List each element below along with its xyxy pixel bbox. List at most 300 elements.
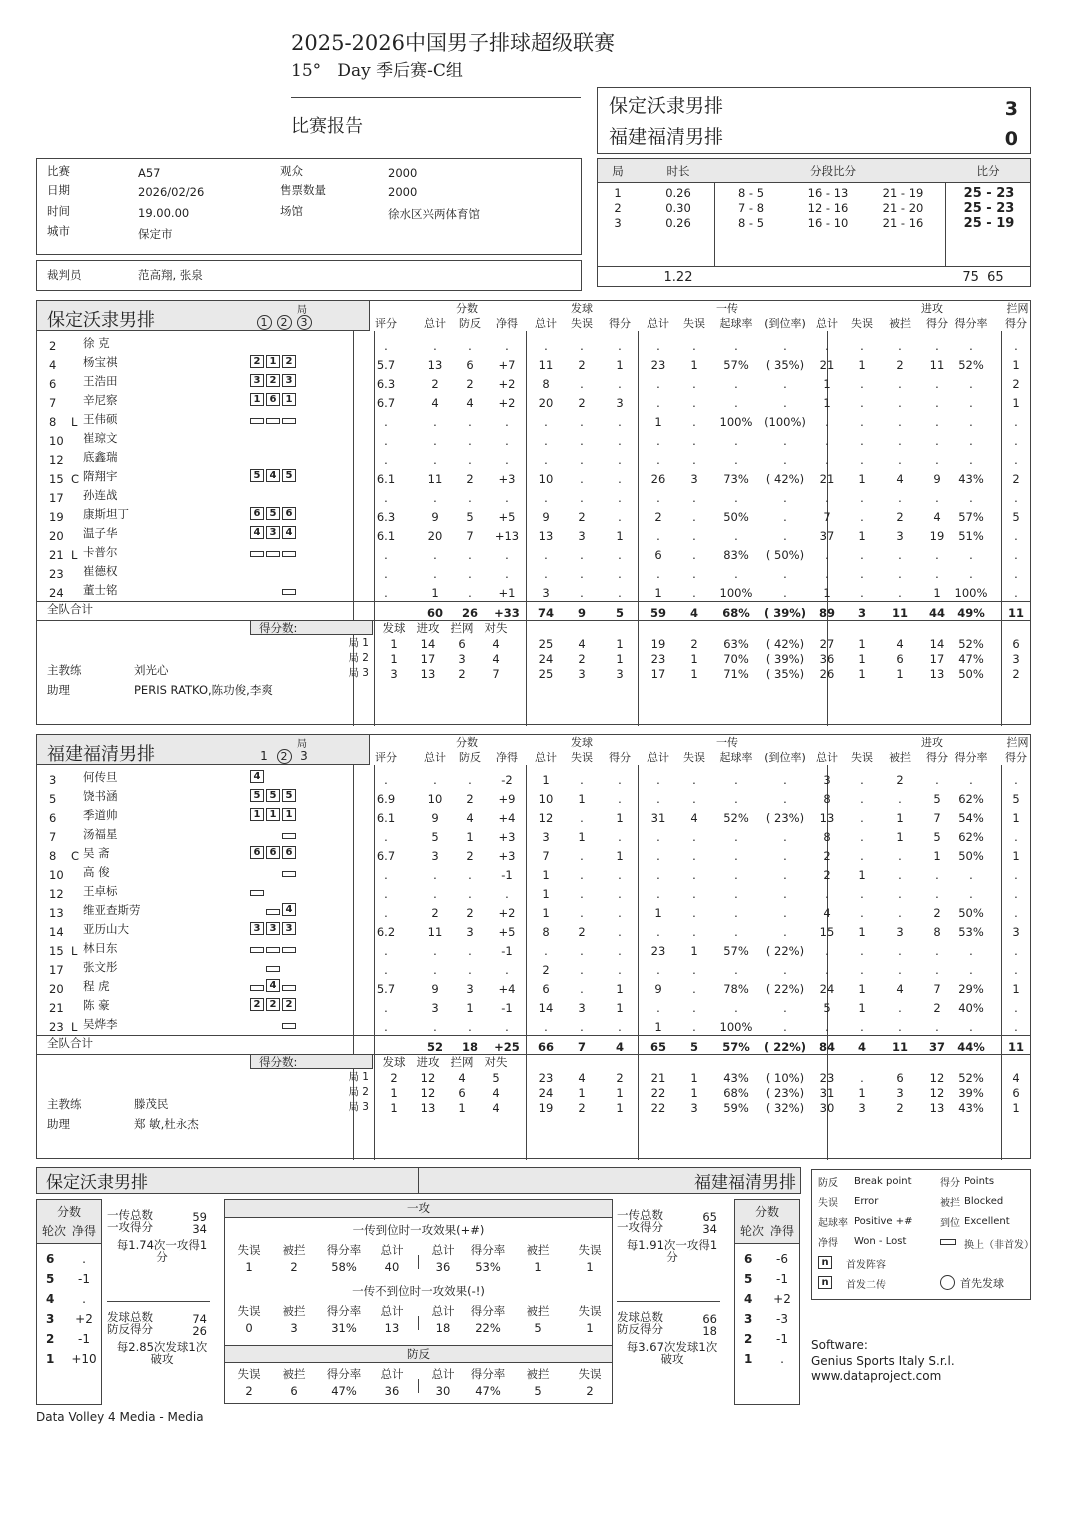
team-total-stat: 4 (689, 606, 698, 620)
player-number: 20 (49, 529, 64, 543)
player-stat: 1 (858, 868, 866, 882)
rotation-number: 2 (46, 1332, 55, 1346)
set-partial-3: 21 - 16 (882, 216, 924, 230)
player-stat: . (734, 849, 738, 863)
player-stat: . (692, 830, 696, 844)
player-stat: 13 (427, 358, 443, 372)
set-points: 1 (390, 652, 398, 666)
start-position: 1 (266, 808, 280, 821)
rotation-header: 净得 (769, 1224, 794, 1238)
set-points: 4 (492, 652, 500, 666)
set-points: 6 (458, 637, 466, 651)
player-stat: +2 (498, 396, 516, 410)
player-stat: 15 (819, 925, 835, 939)
player-stat: 7 (933, 982, 941, 996)
team-total-stat: 60 (426, 606, 443, 620)
player-stat: . (783, 396, 787, 410)
player-stat: . (384, 567, 388, 581)
player-stat: . (935, 963, 939, 977)
player-number: 10 (49, 434, 64, 448)
section-col-header: 总计 (380, 1367, 404, 1381)
team-total-label: 全队合计 (47, 1036, 93, 1050)
player-stat: . (468, 887, 472, 901)
set-stat: ( 35%) (765, 667, 805, 681)
player-stat: 1 (858, 982, 866, 996)
section-col-header: 被拦 (282, 1243, 306, 1257)
player-stat: . (692, 792, 696, 806)
start-position: 5 (282, 469, 296, 482)
player-stat: 6.1 (376, 811, 396, 825)
team-total-stat: 3 (857, 606, 866, 620)
player-stat: . (618, 963, 622, 977)
player-stat: . (969, 868, 973, 882)
set-number: 2 (614, 201, 622, 215)
sub-marker-icon (940, 1239, 956, 1245)
player-stat: 53% (958, 925, 984, 939)
player-stat: 2 (542, 963, 550, 977)
player-stat: . (825, 1020, 829, 1034)
player-stat: . (898, 377, 902, 391)
player-stat: . (935, 339, 939, 353)
set-stat: 1 (616, 637, 624, 651)
player-stat: 10 (538, 792, 554, 806)
player-stat: 5 (1012, 792, 1020, 806)
player-stat: . (692, 586, 696, 600)
column-header: 得分 (609, 751, 631, 764)
player-stat: . (656, 773, 660, 787)
home-team-name: 保定沃隶男排 (609, 95, 724, 117)
player-stat: 7 (933, 811, 941, 825)
player-stat: . (860, 963, 864, 977)
player-lineup-boxes (250, 960, 298, 974)
set-points: 4 (492, 1086, 500, 1100)
player-name: 底鑫瑞 (83, 450, 118, 464)
player-stat: . (656, 849, 660, 863)
team-total-stat: 7 (577, 1040, 586, 1054)
column-header: 起球率 (719, 317, 753, 330)
set-played-marker: 2 (275, 315, 293, 330)
set-stat: 36 (819, 652, 835, 666)
rotation-net: -3 (776, 1312, 788, 1326)
player-stat: . (384, 1020, 388, 1034)
player-stat: . (969, 567, 973, 581)
player-stat: ( 50%) (765, 548, 805, 562)
referee-label: 裁判员 (47, 268, 82, 282)
player-stat: . (468, 434, 472, 448)
rotation-title: 分数 (56, 1205, 81, 1219)
points-header: 进攻 (416, 621, 440, 635)
player-stat: . (898, 548, 902, 562)
legend-desc: Excellent (964, 1216, 1010, 1227)
player-stat: 11 (427, 472, 443, 486)
team-total-stat: 44% (957, 1040, 985, 1054)
section-value: 0 (245, 1321, 253, 1335)
rotation-number: 5 (46, 1272, 55, 1286)
player-stat: . (860, 396, 864, 410)
set-stat: 31 (819, 1086, 835, 1100)
player-stat: 57% (958, 510, 984, 524)
player-stat: . (860, 567, 864, 581)
player-stat: 52% (958, 358, 984, 372)
sub-marker (250, 551, 264, 557)
player-stat: . (783, 434, 787, 448)
player-stat: . (618, 491, 622, 505)
player-stat: . (969, 491, 973, 505)
column-header: 净得 (496, 751, 518, 764)
player-stat: 1 (466, 1001, 474, 1015)
set-points: 5 (492, 1071, 500, 1085)
sub-marker (250, 418, 264, 424)
player-stat: . (860, 792, 864, 806)
player-stat: . (783, 339, 787, 353)
player-stat: . (544, 434, 548, 448)
info-value: 19.00.00 (138, 206, 190, 220)
match-info-box (36, 158, 582, 255)
rotation-net: -1 (776, 1332, 788, 1346)
coach-name: 滕茂民 (134, 1097, 169, 1111)
player-stat: . (544, 944, 548, 958)
player-stat: 2 (578, 510, 586, 524)
player-stat: 1 (1012, 982, 1020, 996)
player-stat: . (860, 548, 864, 562)
player-stat: . (580, 982, 584, 996)
start-position: 2 (250, 355, 264, 368)
player-stat: . (384, 491, 388, 505)
player-number: 23 (49, 567, 64, 581)
player-stat: . (618, 377, 622, 391)
set-stat: 3 (690, 1101, 698, 1115)
player-stat: . (618, 510, 622, 524)
player-stat: . (505, 415, 509, 429)
section-col-header: 被拦 (526, 1367, 550, 1381)
player-stat: . (860, 830, 864, 844)
column-header: 得分 (609, 317, 631, 330)
player-stat: . (433, 339, 437, 353)
sub-marker (282, 833, 296, 839)
player-stat: 9 (431, 811, 439, 825)
section-value: 2 (245, 1384, 253, 1398)
set-stat: 2 (616, 1071, 624, 1085)
player-stat: . (692, 491, 696, 505)
player-stat: 1 (896, 830, 904, 844)
player-stat: 6 (654, 548, 662, 562)
set-row-label: 局 1 (348, 637, 369, 649)
player-stat: 2 (578, 358, 586, 372)
player-stat: . (860, 944, 864, 958)
player-stat: 1 (690, 944, 698, 958)
player-stat: . (783, 377, 787, 391)
player-stat: . (825, 453, 829, 467)
player-stat: 1 (690, 358, 698, 372)
player-number: 17 (49, 963, 64, 977)
set-stat: 1 (578, 1086, 586, 1100)
set-stat: 1 (690, 652, 698, 666)
player-stat: . (1014, 529, 1018, 543)
player-stat: . (783, 868, 787, 882)
section-col-header: 总计 (431, 1304, 455, 1318)
set-stat: 22 (650, 1086, 666, 1100)
player-stat: . (734, 396, 738, 410)
player-stat: . (783, 491, 787, 505)
player-stat: 2 (933, 1001, 941, 1015)
player-stat: . (433, 453, 437, 467)
set-stat: 19 (650, 637, 666, 651)
player-number: 17 (49, 491, 64, 505)
set-stat: 6 (1012, 1086, 1020, 1100)
legend-start-setter (818, 1276, 834, 1289)
player-lineup-boxes (250, 770, 298, 784)
player-stat: 3 (896, 529, 904, 543)
player-name: 何传旦 (83, 770, 118, 784)
player-stat: 20 (538, 396, 554, 410)
player-stat: . (734, 906, 738, 920)
set-col-header: 时长 (666, 164, 690, 178)
player-stat: 4 (466, 811, 474, 825)
player-stat: 8 (933, 925, 941, 939)
set-number: 1 (614, 186, 622, 200)
player-name: 崔琼文 (83, 431, 118, 445)
set-partial-1: 8 - 5 (737, 186, 765, 200)
player-stat: . (505, 1020, 509, 1034)
report-title: 2025-2026中国男子排球超级联赛 (291, 31, 615, 55)
player-stat: . (692, 868, 696, 882)
player-stat: 100% (719, 586, 753, 600)
sub-marker (266, 947, 280, 953)
player-stat: 1 (542, 773, 550, 787)
player-stat: . (1014, 887, 1018, 901)
player-stat: . (1014, 906, 1018, 920)
points-label: 得分数: (259, 1055, 298, 1069)
player-number: 2 (49, 339, 57, 353)
start-position: 4 (250, 526, 264, 539)
player-stat: . (692, 963, 696, 977)
player-stat: . (656, 396, 660, 410)
player-stat: . (825, 944, 829, 958)
player-stat: . (969, 548, 973, 562)
player-name: 汤福星 (83, 827, 118, 841)
player-role: L (71, 548, 78, 562)
section-col-header: 总计 (431, 1243, 455, 1257)
player-stat: 100% (954, 586, 988, 600)
player-stat: . (734, 453, 738, 467)
player-stat: . (580, 586, 584, 600)
player-stat: . (656, 868, 660, 882)
set-stat: 30 (819, 1101, 835, 1115)
team-total-stat: 66 (537, 1040, 554, 1054)
player-lineup-boxes (250, 583, 298, 597)
player-stat: . (1014, 963, 1018, 977)
section-value: 3 (290, 1321, 298, 1335)
player-stat: . (384, 773, 388, 787)
software-company: Genius Sports Italy S.r.l. (811, 1354, 955, 1368)
player-stat: . (783, 510, 787, 524)
player-stat: . (433, 963, 437, 977)
player-stat: . (1014, 830, 1018, 844)
set-stat: ( 10%) (765, 1071, 805, 1085)
player-stat: . (734, 567, 738, 581)
column-header: 得分 (926, 751, 948, 764)
player-name: 吴 斋 (83, 846, 110, 860)
column-header: 评分 (375, 751, 397, 764)
player-stat: 5 (933, 830, 941, 844)
player-stat: 7 (466, 529, 474, 543)
player-stat: +9 (498, 792, 516, 806)
start-position: 6 (282, 507, 296, 520)
player-stat: 9 (431, 982, 439, 996)
rotation-net: -1 (78, 1332, 90, 1346)
referee-names: 范高翔, 张泉 (138, 268, 203, 282)
column-group-header: 发球 (571, 302, 593, 315)
info-label: 城市 (47, 224, 70, 238)
player-stat: 4 (466, 396, 474, 410)
player-name: 卡普尔 (83, 545, 118, 559)
column-header: 评分 (375, 317, 397, 330)
player-stat: 12 (538, 811, 554, 825)
player-stat: 2 (823, 868, 831, 882)
section-value: 2 (290, 1260, 298, 1274)
player-name: 董士铭 (83, 583, 118, 597)
set-stat: 24 (538, 1086, 554, 1100)
player-stat: . (656, 453, 660, 467)
rotation-net: -1 (776, 1272, 788, 1286)
first-serve-icon (940, 1275, 955, 1290)
start-position: 5 (250, 789, 264, 802)
player-stat: 1 (466, 830, 474, 844)
player-name: 孙连战 (83, 488, 118, 502)
set-duration: 0.30 (665, 201, 691, 215)
player-stat: . (935, 548, 939, 562)
player-lineup-boxes (250, 507, 298, 521)
section-value: 30 (435, 1384, 451, 1398)
player-name: 辛尼察 (83, 393, 118, 407)
stat-value: 34 (192, 1222, 207, 1236)
player-stat: . (692, 453, 696, 467)
player-stat: . (860, 906, 864, 920)
points-header: 对失 (484, 621, 508, 635)
set-stat: 6 (896, 652, 904, 666)
player-stat: -2 (501, 773, 513, 787)
player-number: 8 (49, 849, 57, 863)
software-url: www.dataproject.com (811, 1369, 942, 1383)
player-stat: 9 (654, 982, 662, 996)
player-stat: 4 (896, 982, 904, 996)
player-stat: . (468, 548, 472, 562)
player-stat: . (384, 586, 388, 600)
referee-box (36, 260, 582, 291)
rotation-number: 1 (744, 1352, 753, 1366)
start-position: 2 (250, 998, 264, 1011)
player-stat: . (692, 339, 696, 353)
start-position: 3 (266, 922, 280, 935)
player-stat: . (783, 567, 787, 581)
set-stat: 4 (578, 637, 586, 651)
player-stat: 4 (690, 811, 698, 825)
info-label: 时间 (47, 204, 70, 218)
set-points: 17 (420, 652, 436, 666)
player-lineup-boxes (250, 903, 298, 917)
player-stat: . (692, 529, 696, 543)
rotation-net: +2 (75, 1312, 93, 1326)
section-col-header: 被拦 (282, 1367, 306, 1381)
column-header: 失误 (683, 317, 705, 330)
info-label: 比赛 (47, 164, 70, 178)
player-stat: 6 (542, 982, 550, 996)
player-stat: . (468, 944, 472, 958)
team-name: 保定沃隶男排 (47, 310, 155, 331)
player-stat: . (468, 453, 472, 467)
player-stat: . (433, 887, 437, 901)
set-score: 25 - 19 (963, 216, 1015, 231)
player-stat: . (898, 491, 902, 505)
player-stat: . (433, 491, 437, 505)
player-stat: 1 (616, 1001, 624, 1015)
section-value: 53% (475, 1260, 501, 1274)
player-lineup-boxes (250, 808, 298, 822)
stat-value: 26 (192, 1324, 207, 1338)
info-value: 2000 (388, 166, 418, 180)
player-stat: . (969, 415, 973, 429)
player-stat: . (1014, 434, 1018, 448)
sub-marker (282, 871, 296, 877)
player-lineup-boxes (250, 412, 298, 426)
set-stat: ( 42%) (765, 637, 805, 651)
stat-value: 66 (702, 1312, 717, 1326)
start-position: 6 (282, 846, 296, 859)
player-stat: . (783, 925, 787, 939)
player-stat: . (1014, 339, 1018, 353)
set-stat: 2 (578, 652, 586, 666)
section-value: 1 (586, 1260, 594, 1274)
legend-key: 净得 (818, 1238, 838, 1249)
column-header: 得分 (1005, 751, 1027, 764)
team-total-stat: 89 (818, 606, 835, 620)
legend-desc: Error (854, 1196, 879, 1207)
player-stat: . (1014, 548, 1018, 562)
player-stat: +13 (494, 529, 520, 543)
start-position: 1 (282, 808, 296, 821)
player-stat: 57% (723, 944, 749, 958)
player-stat: . (618, 1020, 622, 1034)
player-stat: 10 (538, 472, 554, 486)
set-partial-2: 16 - 10 (807, 216, 849, 230)
player-lineup-boxes (250, 545, 298, 559)
player-stat: 1 (616, 982, 624, 996)
legend-start-setter-label: 首发二传 (846, 1280, 886, 1291)
points-header: 拦网 (450, 621, 474, 635)
player-stat: 1 (542, 906, 550, 920)
team-total-stat: 5 (615, 606, 624, 620)
set-points: 13 (420, 1101, 436, 1115)
player-stat: . (898, 434, 902, 448)
player-stat: . (734, 377, 738, 391)
column-header: 总计 (424, 317, 446, 330)
info-value: 2026/02/26 (138, 185, 205, 199)
player-stat: ( 42%) (765, 472, 805, 486)
start-lineup-icon: n (818, 1256, 832, 1269)
section-value: 6 (290, 1384, 298, 1398)
set-points: 4 (492, 637, 500, 651)
player-name: 杨宝祺 (83, 355, 118, 369)
set-stat: 17 (929, 652, 945, 666)
start-position: 5 (266, 507, 280, 520)
player-stat: . (734, 868, 738, 882)
player-stat: 2 (431, 377, 439, 391)
section-value: 22% (475, 1321, 501, 1335)
player-stat: 50% (958, 906, 984, 920)
player-number: 6 (49, 377, 57, 391)
stat-note: 每1.91次一攻得1分 (626, 1238, 718, 1264)
player-stat: . (580, 472, 584, 486)
